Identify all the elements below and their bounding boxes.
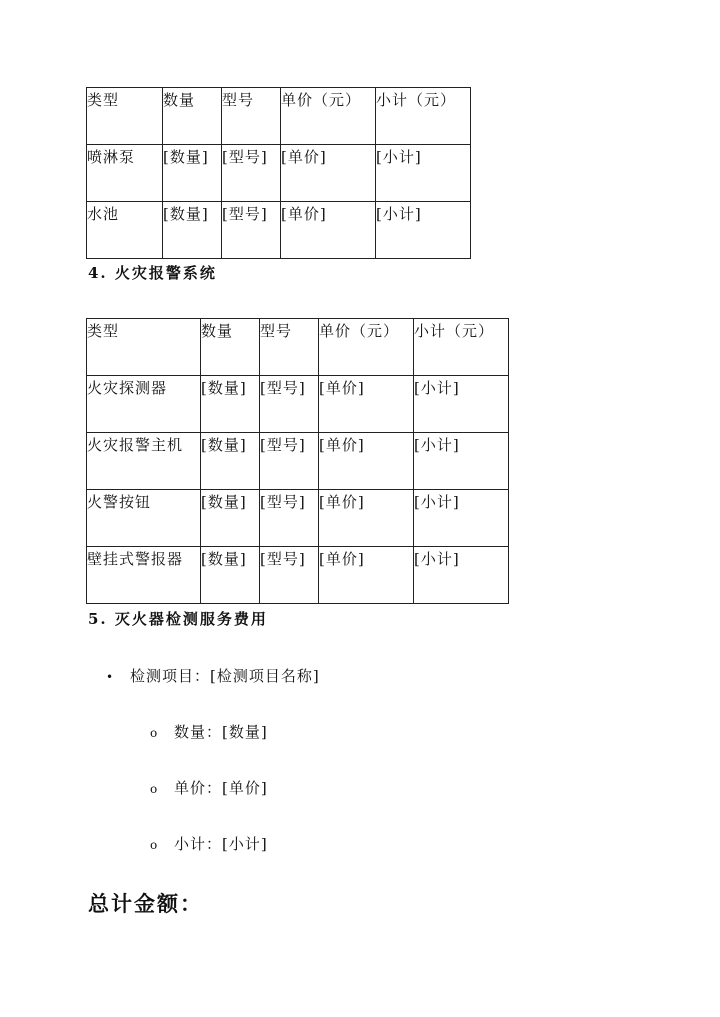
table-row bbox=[87, 490, 509, 547]
cell-quantity: [数量] bbox=[163, 202, 222, 259]
header-cell-quantity: 数量 bbox=[163, 88, 222, 145]
cell-subtotal: [小计] bbox=[414, 547, 509, 604]
cell-type: 喷淋泵 bbox=[87, 145, 163, 202]
section-heading-fire-alarm: 4. 火灾报警系统 bbox=[88, 264, 217, 282]
circle-bullet-icon: o bbox=[150, 726, 159, 740]
cell-quantity: [数量] bbox=[201, 547, 260, 604]
table-header-row bbox=[87, 319, 509, 376]
header-cell-subtotal: 小计（元） bbox=[414, 319, 509, 376]
cell-model: [型号] bbox=[222, 202, 281, 259]
cell-subtotal: [小计] bbox=[414, 433, 509, 490]
cell-unit-price: [单价] bbox=[319, 433, 414, 490]
cell-quantity: [数量] bbox=[163, 145, 222, 202]
table-row bbox=[87, 547, 509, 604]
table-row bbox=[87, 202, 471, 259]
cell-model: [型号] bbox=[222, 145, 281, 202]
list-item-label: 单价：[单价] bbox=[174, 779, 268, 797]
cell-quantity: [数量] bbox=[201, 433, 260, 490]
table-row bbox=[87, 433, 509, 490]
header-cell-type: 类型 bbox=[87, 88, 163, 145]
cell-subtotal: [小计] bbox=[414, 490, 509, 547]
cell-type: 水池 bbox=[87, 202, 163, 259]
cell-unit-price: [单价] bbox=[281, 145, 376, 202]
table-header-row bbox=[87, 88, 471, 145]
cell-type: 火灾报警主机 bbox=[87, 433, 201, 490]
list-item-quantity bbox=[150, 721, 268, 742]
circle-bullet-icon: o bbox=[150, 782, 159, 796]
list-item-label: 小计：[小计] bbox=[174, 835, 268, 853]
list-item-label: 数量：[数量] bbox=[174, 723, 268, 741]
header-cell-unit-price: 单价（元） bbox=[281, 88, 376, 145]
list-item-unit-price bbox=[150, 777, 268, 798]
list-item-label: 检测项目：[检测项目名称] bbox=[130, 667, 320, 685]
section-heading-extinguisher-service: 5. 灭火器检测服务费用 bbox=[88, 610, 268, 628]
header-cell-model: 型号 bbox=[260, 319, 319, 376]
cell-type: 壁挂式警报器 bbox=[87, 547, 201, 604]
header-cell-model: 型号 bbox=[222, 88, 281, 145]
cell-unit-price: [单价] bbox=[319, 547, 414, 604]
cell-model: [型号] bbox=[260, 376, 319, 433]
list-item-inspection-item bbox=[106, 665, 320, 686]
cell-type: 火警按钮 bbox=[87, 490, 201, 547]
cell-quantity: [数量] bbox=[201, 376, 260, 433]
cell-quantity: [数量] bbox=[201, 490, 260, 547]
list-item-subtotal bbox=[150, 833, 268, 854]
bullet-icon: • bbox=[106, 670, 115, 684]
cell-model: [型号] bbox=[260, 547, 319, 604]
header-cell-subtotal: 小计（元） bbox=[376, 88, 471, 145]
header-cell-unit-price: 单价（元） bbox=[319, 319, 414, 376]
cell-subtotal: [小计] bbox=[376, 202, 471, 259]
cell-unit-price: [单价] bbox=[319, 376, 414, 433]
total-amount-heading: 总计金额： bbox=[88, 891, 203, 916]
cell-subtotal: [小计] bbox=[376, 145, 471, 202]
header-cell-type: 类型 bbox=[87, 319, 201, 376]
cell-subtotal: [小计] bbox=[414, 376, 509, 433]
circle-bullet-icon: o bbox=[150, 838, 159, 852]
cell-unit-price: [单价] bbox=[319, 490, 414, 547]
cell-type: 火灾探测器 bbox=[87, 376, 201, 433]
water-equipment-table bbox=[86, 87, 471, 259]
header-cell-quantity: 数量 bbox=[201, 319, 260, 376]
cell-unit-price: [单价] bbox=[281, 202, 376, 259]
cell-model: [型号] bbox=[260, 433, 319, 490]
table-row bbox=[87, 145, 471, 202]
cell-model: [型号] bbox=[260, 490, 319, 547]
fire-alarm-table bbox=[86, 318, 509, 604]
table-row bbox=[87, 376, 509, 433]
